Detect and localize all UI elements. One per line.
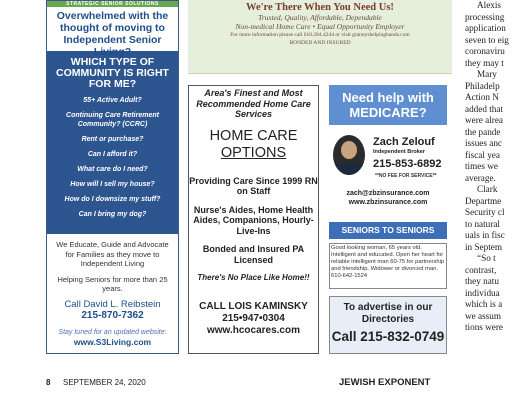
about-text: We Educate, Guide and Advocate for Families as they move to Independent Living [56,240,169,268]
article-line: “So t [477,253,496,263]
article-line: Alexis [477,0,501,10]
article-column [465,0,512,354]
article-line: Mary [477,69,497,79]
article-line: issues anc [465,138,502,148]
banner-contact: For more information please call 610.284.4244 or visit grannyshelpinghands.com [230,32,410,38]
page-number: 8 [46,378,51,387]
banner-headline: We're There When You Need Us! [246,2,394,13]
advertise-text: To advertise in our Directories [343,302,433,325]
broker-email[interactable]: zach@zbzinsurance.com [346,190,430,197]
stay-tuned-text: Stay tuned for an updated website: [58,328,167,336]
article-line: fiscal yea [465,149,500,160]
article-line: individua [465,287,500,298]
hc-call: CALL LOIS KAMINSKY [199,301,308,312]
banner-bonded: BONDED AND INSURED [289,40,351,46]
question-item: How do I downsize my stuff? [64,196,161,203]
article-line: they natu [465,276,499,286]
issue-date: SEPTEMBER 24, 2020 [63,378,146,387]
banner-services: Non-medical Home Care • Equal Opportunity Employer [235,22,405,31]
avatar [333,135,365,175]
article-line: coronaviru [465,46,505,56]
ad-headline: Overwhelmed with the thought of moving to Independent Senior Living? [56,10,169,58]
hc-title-line2: OPTIONS [220,144,287,161]
question-item: Rent or purchase? [81,136,144,143]
question-item: How will I sell my house? [70,181,155,188]
article-line: uals in fisc [465,230,505,240]
question-item: What care do I need? [77,166,148,173]
article-line: to natural [465,218,500,229]
article-line: Action N [465,92,499,102]
article-line: processing [465,11,505,22]
article-line: times we [465,161,498,171]
article-line: average. [465,172,496,183]
question-item: Can I afford it? [87,151,138,158]
article-line: they may t [465,57,504,68]
article-line: in Septem [465,241,503,252]
article-line: added that [465,103,504,114]
no-fee-note: **NO FEE FOR SERVICE** [375,173,437,179]
hc-title-line1: HOME CARE [209,127,298,144]
broker-name: Zach Zelouf [373,136,435,148]
broker-website[interactable]: www.zbzinsurance.com [348,199,428,206]
broker-contact [329,189,447,207]
helping-text: Helping Seniors for more than 25 years. [57,274,168,293]
article-line: contrast, [465,264,497,275]
ad-topbar: STRATEGIC SENIOR SOLUTIONS [47,1,178,7]
hc-phone: 215•947•0304 [222,313,285,324]
article-line: tions were [465,322,504,332]
question-item: Can I bring my dog? [78,211,147,218]
article-line: Clark [477,184,498,194]
article-line: Security cl [465,207,505,217]
article-line: application [465,23,506,33]
senior-living-ad-header [47,1,178,58]
senior-living-ad [46,0,179,354]
question-item: Continuing Care Retirement Community? (CCRC) [66,112,159,128]
medicare-header: Need help with MEDICARE? [329,85,447,125]
publication-name: JEWISH EXPONENT [339,377,431,388]
hc-providing: Providing Care Since 1999 RN on Staff [189,175,318,196]
hc-bonded: Bonded and Insured PA Licensed [202,244,305,265]
article-line: Philadelp [465,80,500,91]
website-link[interactable]: www.S3Living.com [73,337,152,347]
hc-slogan: There's No Place Like Home!! [197,273,310,282]
broker-phone: 215-853-6892 [373,158,442,170]
article-line: seven to eig [465,34,509,45]
article-line: which is a [465,299,503,309]
advertise-box [329,296,447,354]
hc-tagline: Area's Finest and Most Recommended Home Care Services [196,88,311,119]
broker-role: Independent Broker [373,149,425,155]
classifieds-header: SENIORS TO SENIORS [329,222,447,239]
advertise-phone: Call 215-832-0749 [331,329,445,344]
article-line: we assum [465,310,501,321]
banner-tagline: Trusted, Quality, Affordable, Dependable [258,13,382,22]
broker-card [329,127,447,211]
community-type-title: WHICH TYPE OF COMMUNITY IS RIGHT FOR ME? [56,56,169,90]
hc-services: Nurse's Aides, Home Health Aides, Companions, Hourly-Live-Ins [193,204,314,236]
article-line: were alrea [465,115,503,125]
phone-number: 215-870-7362 [81,309,144,321]
page-footer [46,377,512,389]
classified-listing: Good looking woman, 65 years old. Intelligent and educated. Open her heart for reliable intelligent man 60-75 for partnership and friendship. Widower or divorced man. 610-642-1524 [329,243,447,289]
community-type-panel [47,51,178,234]
article-line: the pande [465,126,501,137]
senior-living-contact [47,234,178,347]
call-name: Call David L. Reibstein [64,298,161,310]
hc-website[interactable]: www.hcocares.com [207,325,300,336]
article-line: Departme [465,195,502,206]
home-care-options-ad [188,85,319,354]
question-item: 55+ Active Adult? [83,97,142,104]
home-care-banner [188,0,452,74]
